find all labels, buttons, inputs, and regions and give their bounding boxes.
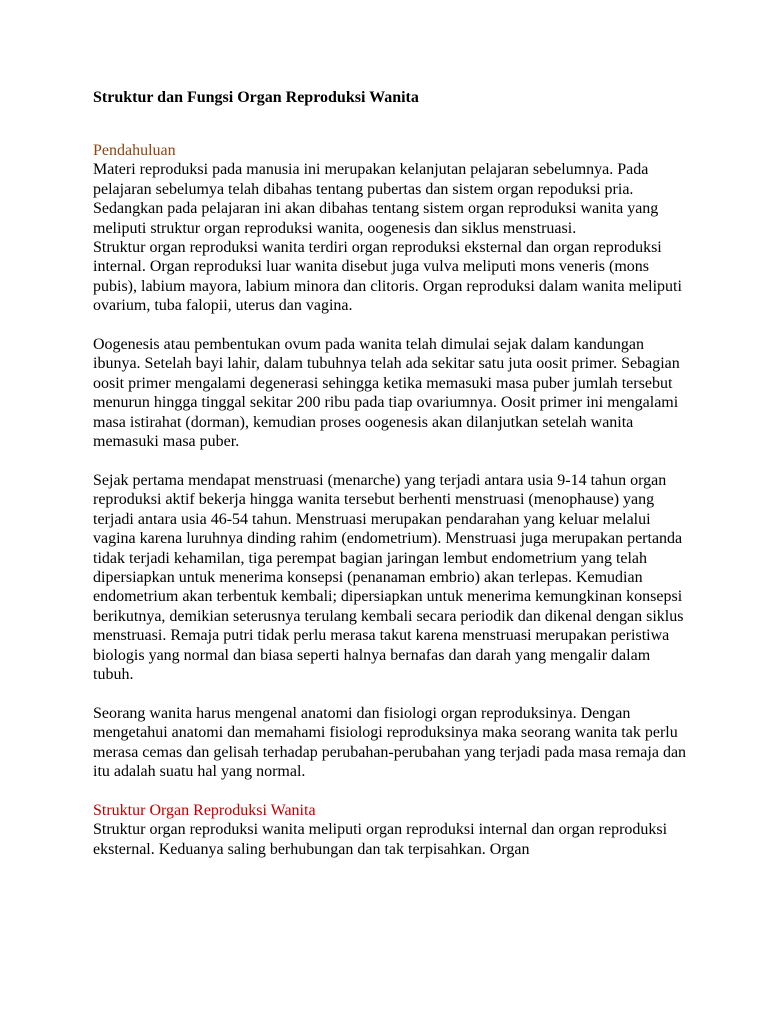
paragraph: Materi reproduksi pada manusia ini merupakan kelanjutan pelajaran sebelumnya. Pada pelajaran sebelumya telah dibahas tentang pubertas dan sistem organ repoduksi pria. Sedangkan pada pelajaran ini akan dibahas tentang sistem organ reproduksi wanita yang meliputi struktur organ reproduksi wanita, oogenesis dan siklus menstruasi. bbox=[93, 161, 659, 237]
document-page bbox=[93, 84, 693, 859]
paragraph: Struktur organ reproduksi wanita meliputi organ reproduksi internal dan organ reproduksi eksternal. Keduanya saling berhubungan dan tak terpisahkan. Organ bbox=[93, 821, 668, 858]
spacer bbox=[93, 316, 693, 335]
paragraph: Oogenesis atau pembentukan ovum pada wanita telah dimulai sejak dalam kandungan ibunya. Setelah bayi lahir, dalam tubuhnya telah ada sekitar satu juta oosit primer. Sebagian oosit primer mengalami degenerasi sehingga ketika memasuki masa puber jumlah tersebut menurun hingga tinggal sekitar 200 ribu pada tiap ovariumnya. Oosit primer ini mengalami masa istirahat (dorman), kemudian proses oogenesis akan dilanjutkan setelah wanita memasuki masa puber. bbox=[93, 336, 680, 451]
document-title: Struktur dan Fungsi Organ Reproduksi Wanita bbox=[93, 89, 419, 106]
paragraph: Sejak pertama mendapat menstruasi (menarche) yang terjadi antara usia 9-14 tahun organ reproduksi aktif bekerja hingga wanita tersebut berhenti menstruasi (menophause) yang terjadi antara usia 46-54 tahun. Menstruasi merupakan pendarahan yang keluar melalui vagina karena luruhnya dinding rahim (endometrium). Menstruasi juga merupakan pertanda tidak terjadi kehamilan, tiga perempat bagian jaringan lembut endometrium yang telah dipersiapkan untuk menerima konsepsi (penanaman embrio) akan terlepas. Kemudian endometrium akan terbentuk kembali; dipersiapkan untuk menerima kemungkinan konsepsi berikutnya, demikian seterusnya terulang kembali secara periodik dan dikenal dengan siklus menstruasi. Remaja putri tidak perlu merasa takut karena menstruasi merupakan peristiwa biologis yang normal dan biasa seperti halnya bernafas dan darah yang mengalir dalam tubuh. bbox=[93, 471, 684, 683]
spacer bbox=[93, 781, 693, 800]
spacer bbox=[93, 451, 693, 470]
paragraph: Seorang wanita harus mengenal anatomi dan fisiologi organ reproduksinya. Dengan mengetahui anatomi dan memahami fisiologi reproduksinya maka seorang wanita tak perlu merasa cemas dan gelisah terhadap perubahan-perubahan yang terjadi pada masa remaja dan itu adalah suatu hal yang normal. bbox=[93, 704, 687, 780]
section-heading-pendahuluan: Pendahuluan bbox=[93, 142, 176, 159]
spacer bbox=[93, 112, 693, 141]
section-heading-struktur: Struktur Organ Reproduksi Wanita bbox=[93, 801, 316, 819]
spacer bbox=[93, 684, 693, 703]
paragraph: Struktur organ reproduksi wanita terdiri organ reproduksi eksternal dan organ reproduksi internal. Organ reproduksi luar wanita disebut juga vulva meliputi mons veneris (mons pubis), labium mayora, labium minora dan clitoris. Organ reproduksi dalam wanita meliputi ovarium, tuba falopii, uterus dan vagina. bbox=[93, 239, 682, 315]
